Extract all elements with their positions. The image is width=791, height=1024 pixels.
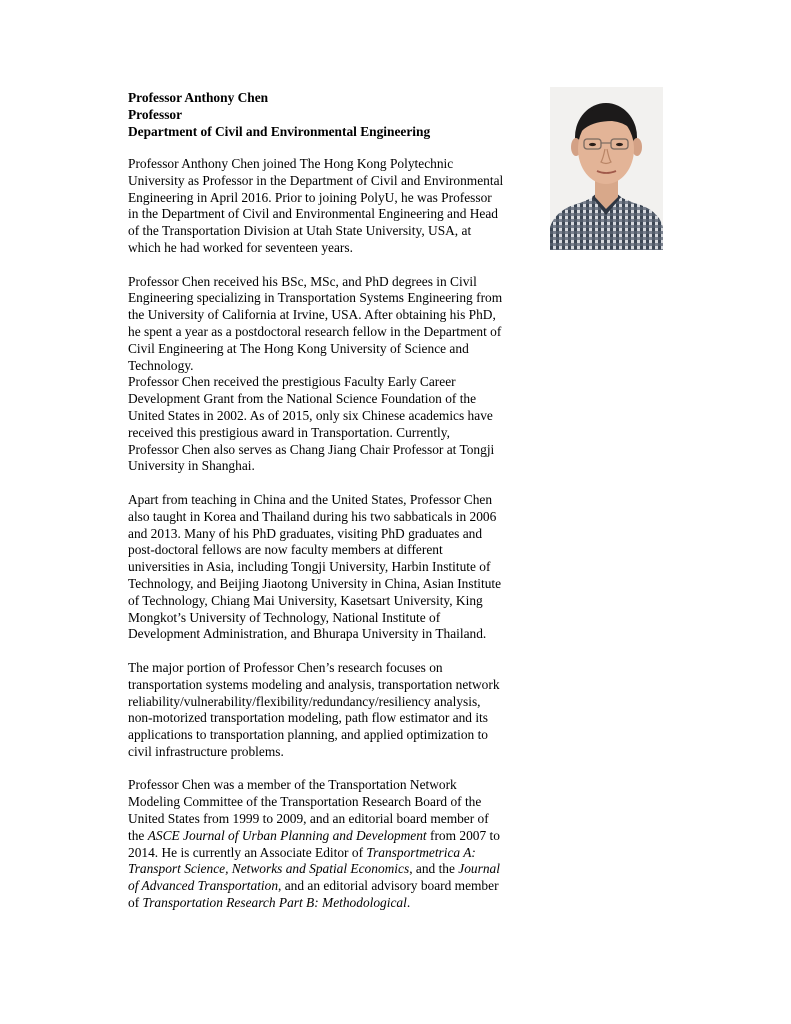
text-line: of the Transportation Division at Utah State University, USA, at	[128, 223, 472, 239]
text-line: of Technology, Chiang Mai University, Kasetsart University, King	[128, 592, 483, 608]
text-line: Professor Chen also serves as Chang Jiang Chair Professor at Tongji	[128, 441, 495, 457]
text-run: 2014. He is currently an Associate Editor of	[128, 844, 367, 860]
text-line: United States in 2002. As of 2015, only six Chinese academics have	[128, 407, 493, 423]
professor-title: Professor	[128, 107, 183, 122]
text-line: Development Administration, and Bhurapa University in Thailand.	[128, 626, 487, 642]
text-line: applications to transportation planning, and applied optimization to	[128, 727, 488, 743]
text-line: in the Department of Civil and Environmental Engineering and Head	[128, 206, 498, 222]
portrait-icon	[550, 87, 663, 250]
text-line: transportation systems modeling and analysis, transportation network	[128, 676, 500, 692]
profile-heading	[128, 89, 548, 140]
text-run: .	[406, 895, 411, 911]
text-run: the	[128, 827, 148, 843]
text-line: Civil Engineering at The Hong Kong University of Science and	[128, 340, 469, 356]
biography-text	[128, 156, 546, 912]
text-line: civil infrastructure problems.	[128, 743, 284, 759]
journal-title: ASCE Journal of Urban Planning and Development	[147, 827, 427, 843]
portrait-photo	[550, 87, 663, 250]
text-line: also taught in Korea and Thailand during his two sabbaticals in 2006	[128, 508, 497, 524]
text-line: Apart from teaching in China and the United States, Professor Chen	[128, 491, 493, 507]
text-line: Technology.	[128, 357, 194, 373]
text-line: Professor Chen was a member of the Transportation Network	[128, 777, 457, 793]
text-line	[128, 828, 546, 845]
text-line: Development Grant from the National Science Foundation of the	[128, 391, 477, 407]
department-name: Department of Civil and Environmental Engineering	[128, 124, 431, 139]
text-line: the University of California at Irvine, USA. After obtaining his PhD,	[128, 307, 496, 323]
professor-name: Professor Anthony Chen	[128, 90, 269, 105]
text-line: received this prestigious award in Transportation. Currently,	[128, 424, 450, 440]
paragraph-5	[128, 777, 546, 911]
text-line	[128, 845, 546, 862]
text-line: Modeling Committee of the Transportation Research Board of the	[128, 794, 482, 810]
text-line: University in Shanghai.	[128, 458, 255, 474]
paragraph-2	[128, 274, 546, 476]
journal-title: Transport Science, Networks and Spatial Economics	[128, 861, 410, 877]
text-line: he spent a year as a postdoctoral research fellow in the Department of	[128, 323, 502, 339]
journal-title: Transportation Research Part B: Methodological	[142, 895, 407, 911]
text-line: Engineering specializing in Transportation Systems Engineering from	[128, 290, 503, 306]
journal-title: of Advanced Transportation	[128, 878, 279, 894]
text-line: University as Professor in the Department of Civil and Environmental	[128, 172, 504, 188]
text-line	[128, 861, 546, 878]
text-line: Professor Chen received the prestigious Faculty Early Career	[128, 374, 456, 390]
journal-title: Journal	[458, 861, 500, 877]
text-run: from 2007 to	[426, 827, 500, 843]
text-line: United States from 1999 to 2009, and an editorial board member of	[128, 811, 489, 827]
text-line: Mongkot’s University of Technology, National Institute of	[128, 609, 441, 625]
journal-title: Transportmetrica A:	[366, 844, 476, 860]
text-line: The major portion of Professor Chen’s research focuses on	[128, 659, 443, 675]
text-line: and 2013. Many of his PhD graduates, visiting PhD graduates and	[128, 525, 483, 541]
text-line	[128, 878, 546, 895]
paragraph-3	[128, 492, 546, 643]
text-line	[128, 895, 546, 912]
text-line: Engineering in April 2016. Prior to joining PolyU, he was Professor	[128, 189, 492, 205]
text-line: non-motorized transportation modeling, path flow estimator and its	[128, 710, 488, 726]
text-line: Professor Anthony Chen joined The Hong Kong Polytechnic	[128, 156, 454, 171]
text-line: post-doctoral fellows are now faculty members at different	[128, 542, 443, 558]
text-line: universities in Asia, including Tongji University, Harbin Institute of	[128, 559, 491, 575]
text-line: Professor Chen received his BSc, MSc, and PhD degrees in Civil	[128, 273, 477, 289]
text-run: of	[128, 895, 143, 911]
text-run: , and an editorial advisory board member	[278, 878, 499, 894]
paragraph-1	[128, 156, 546, 257]
text-line: Technology, and Beijing Jiaotong University in China, Asian Institute	[128, 575, 502, 591]
text-line: which he had worked for seventeen years.	[128, 239, 353, 255]
text-line: reliability/vulnerability/flexibility/redundancy/resiliency analysis,	[128, 693, 481, 709]
text-run: , and the	[409, 861, 459, 877]
paragraph-4	[128, 660, 546, 761]
